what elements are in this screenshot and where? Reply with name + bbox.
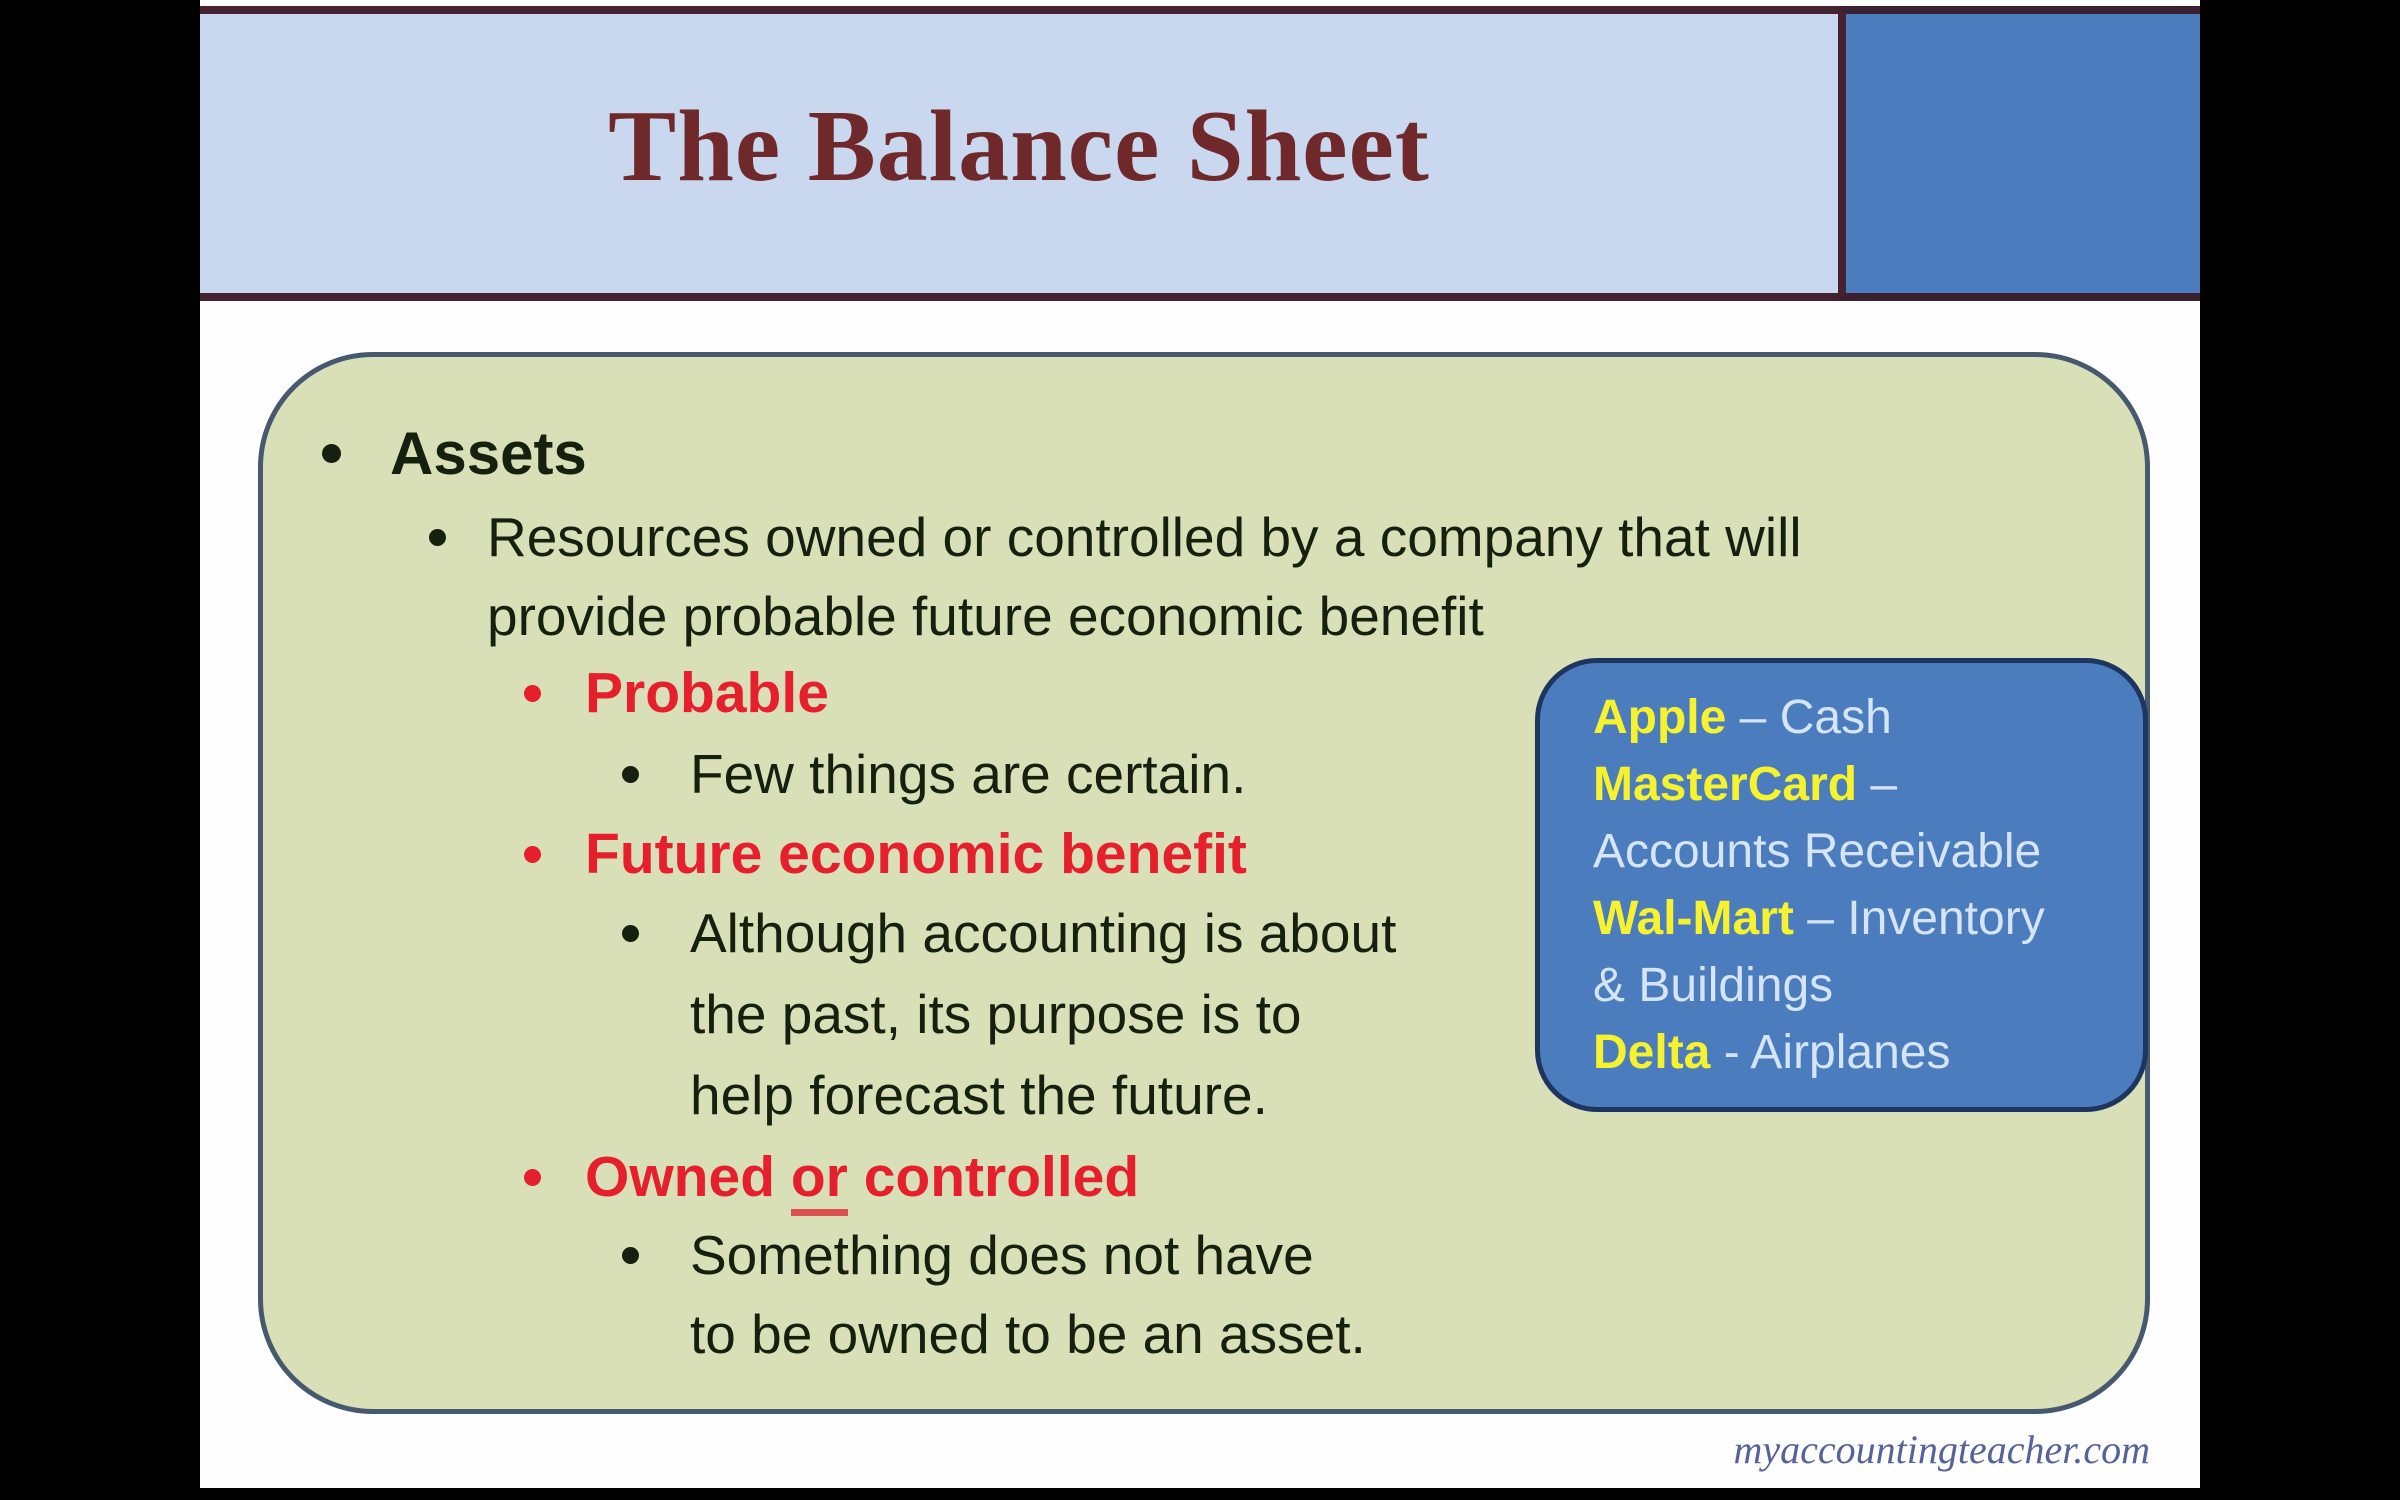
bullet-text: Owned or controlled: [585, 1144, 1139, 1210]
examples-callout: [1535, 658, 2148, 1112]
bullet-icon: [524, 1169, 541, 1186]
bullet-icon: [524, 846, 541, 863]
bullet-line-something-cont: [690, 1294, 1366, 1374]
bullet-text: help forecast the future.: [690, 1064, 1268, 1126]
bullet-line-probable: [524, 653, 829, 733]
bullet-line-although: [622, 893, 1396, 973]
slide-title-bar: [200, 6, 1838, 301]
bullet-icon: [622, 1247, 639, 1264]
bullet-icon: [524, 685, 541, 702]
bullet-icon: [429, 529, 446, 546]
bullet-line-resources-cont: [487, 576, 1484, 656]
bullet-text: Something does not have: [690, 1224, 1314, 1286]
letterbox-bottom: [0, 1488, 2400, 1500]
bullet-text: Few things are certain.: [690, 743, 1247, 805]
bullet-icon: [622, 766, 639, 783]
letterbox-right: [2200, 0, 2400, 1500]
bullet-text: Resources owned or controlled by a company that will: [487, 506, 1802, 568]
bullet-line-future-benefit: [524, 814, 1247, 894]
bullet-text: Assets: [390, 419, 587, 487]
example-line-mastercard: MasterCard –: [1593, 758, 1898, 811]
bullet-line-few-things: [622, 734, 1246, 814]
letterbox-left: [0, 0, 200, 1500]
example-line-buildings: & Buildings: [1593, 959, 1834, 1012]
bullet-line-although-cont2: [690, 1055, 1268, 1135]
example-line-apple: Apple – Cash: [1593, 691, 1892, 744]
example-line-ar: Accounts Receivable: [1593, 825, 2042, 878]
footer-site-url: myaccountingteacher.com: [1733, 1427, 2150, 1472]
bullet-text: to be owned to be an asset.: [690, 1303, 1366, 1365]
bullet-icon: [622, 925, 639, 942]
bullet-text: Although accounting is about: [690, 902, 1397, 964]
bullet-line-although-cont: [690, 974, 1301, 1054]
bullet-line-resources: [429, 497, 1802, 577]
bullet-line-something: [622, 1215, 1314, 1295]
bullet-line-owned-or-controlled: [524, 1137, 1139, 1217]
example-line-walmart: Wal-Mart – Inventory: [1593, 892, 2045, 945]
bullet-icon: [322, 444, 341, 463]
example-line-delta: Delta - Airplanes: [1593, 1026, 1951, 1079]
bullet-text: Future economic benefit: [585, 822, 1247, 886]
bullet-text: provide probable future economic benefit: [487, 585, 1484, 647]
bullet-line-assets: [322, 413, 587, 493]
bullet-text: the past, its purpose is to: [690, 983, 1302, 1045]
bullet-text: Probable: [585, 661, 829, 725]
page-title: The Balance Sheet: [608, 90, 1430, 203]
title-bar-accent-rectangle: [1838, 6, 2200, 301]
